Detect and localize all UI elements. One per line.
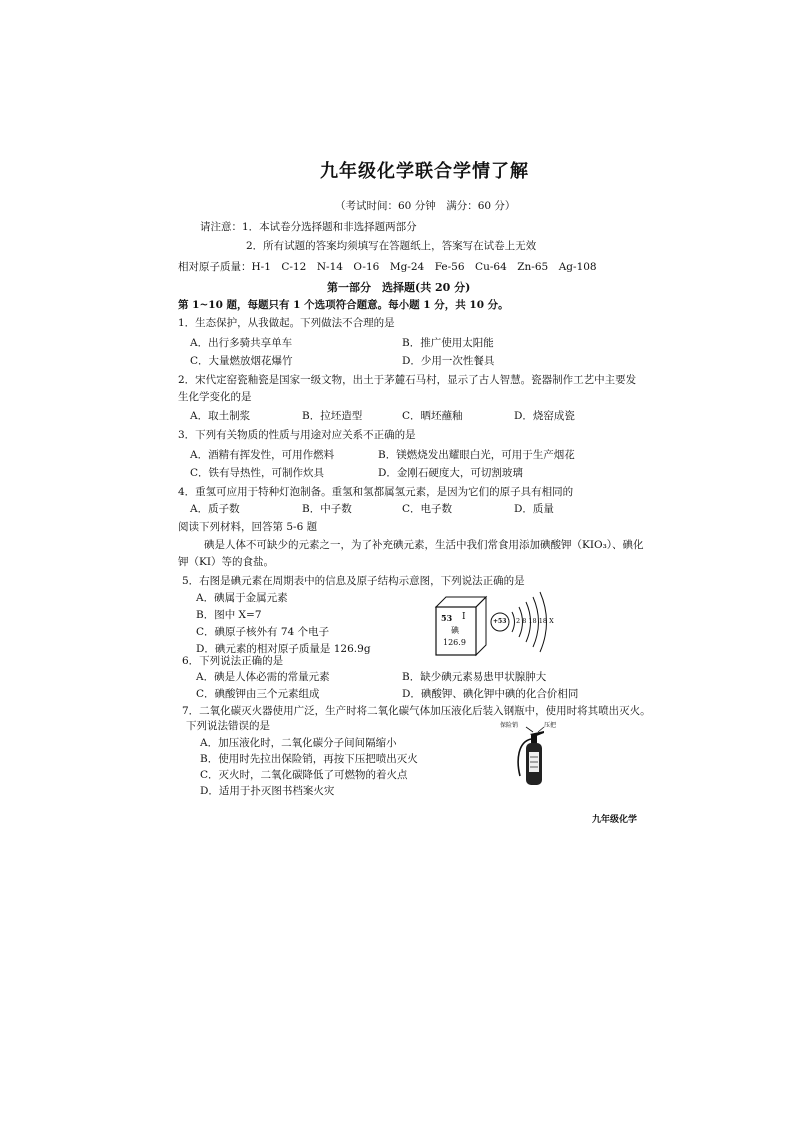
q3-option-a: A．酒精有挥发性，可用作燃料	[190, 449, 335, 461]
reading-intro: 阅读下列材料，回答第 5-6 题	[178, 521, 318, 533]
q6-option-a: A．碘是人体必需的常量元素	[196, 671, 330, 683]
cube-side	[476, 597, 486, 655]
electron-shells: 2 8 18 18 X	[516, 617, 554, 625]
q7-stem-1: 7．二氧化碳灭火器使用广泛，生产时将二氧化碳气体加压液化后装入钢瓶中，使用时将其喷出灭火。	[182, 705, 651, 717]
q6-option-d: D．碘酸钾、碘化钾中碘的化合价相同	[402, 688, 579, 700]
q2-option-b: B．拉坯造型	[302, 410, 363, 422]
q5-option-b: B．图中 X=7	[196, 609, 262, 621]
element-name: 碘	[451, 626, 459, 635]
q1-option-c: C．大量燃放烟花爆竹	[190, 355, 293, 367]
exam-info: （考试时间：60 分钟 满分：60 分）	[335, 200, 516, 212]
q5-option-c: C．碘原子核外有 74 个电子	[196, 626, 330, 638]
label-handle: 压把	[544, 722, 557, 729]
q6-option-c: C．碘酸钾由三个元素组成	[196, 688, 320, 700]
footer-label: 九年级化学	[592, 815, 638, 825]
extinguisher-svg	[500, 720, 570, 790]
q1-option-b: B．推广使用太阳能	[402, 337, 494, 349]
q6-option-b: B．缺少碘元素易患甲状腺肿大	[402, 671, 547, 683]
q2-stem-1: 2．宋代定窑瓷釉瓷是国家一级文物，出土于茅麓石马村，显示了古人智慧。瓷器制作工艺中主要发	[178, 374, 637, 386]
q2-stem-2: 生化学变化的是	[178, 391, 252, 403]
q1-stem: 1．生态保护，从我做起。下列做法不合理的是	[178, 317, 395, 329]
element-symbol: I	[462, 612, 466, 622]
section-title: 第一部分 选择题(共 20 分)	[327, 281, 471, 294]
atomic-number: 53	[441, 613, 453, 623]
extinguisher-valve	[531, 735, 537, 743]
q7-option-a: A．加压液化时，二氧化碳分子间间隔缩小	[200, 737, 397, 749]
atomic-mass-value: 126.9	[443, 638, 466, 647]
q5-option-d: D．碘元素的相对原子质量是 126.9g	[196, 643, 371, 655]
label-safety-pin: 保险销	[500, 722, 519, 729]
q4-option-d: D．质量	[514, 503, 554, 515]
q5-option-a: A．碘属于金属元素	[196, 592, 288, 604]
cube-top	[436, 597, 486, 607]
nucleus-charge: +53	[493, 618, 507, 625]
section-instruction: 第 1~10 题，每题只有 1 个选项符合题意。每小题 1 分，共 10 分。	[178, 299, 509, 311]
q4-option-a: A．质子数	[190, 503, 240, 515]
q1-option-d: D．少用一次性餐具	[402, 355, 495, 367]
q3-option-c: C．铁有导热性，可制作炊具	[190, 467, 325, 479]
q2-option-d: D．烧窑成瓷	[514, 410, 575, 422]
q3-option-d: D．金刚石硬度大，可切割玻璃	[378, 467, 523, 479]
shell-arc-1	[512, 612, 515, 632]
q7-option-d: D．适用于扑灭图书档案火灾	[200, 785, 335, 797]
q4-stem: 4．重氢可应用于特种灯泡制备。重氢和氢都属氢元素，是因为它们的原子具有相同的	[178, 486, 574, 498]
q4-option-b: B．中子数	[302, 503, 352, 515]
q1-option-a: A．出行多骑共享单车	[190, 337, 293, 349]
reading-text-1: 碘是人体不可缺少的元素之一，为了补充碘元素，生活中我们常食用添加碘酸钾（KIO₃）、碘化	[204, 539, 644, 551]
q2-option-a: A．取土制浆	[190, 410, 251, 422]
notice-2: 2．所有试题的答案均须填写在答题纸上，答案写在试卷上无效	[246, 240, 537, 252]
q3-option-b: B．镁燃烧发出耀眼白光，可用于生产烟花	[378, 449, 575, 461]
page-title: 九年级化学联合学情了解	[320, 161, 529, 182]
q7-option-c: C．灭火时，二氧化碳降低了可燃物的着火点	[200, 769, 408, 781]
q2-option-c: C．晒坯蘸釉	[402, 410, 463, 422]
q4-option-c: C．电子数	[402, 503, 453, 515]
q3-stem: 3．下列有关物质的性质与用途对应关系不正确的是	[178, 429, 416, 441]
q7-option-b: B．使用时先拉出保险销，再按下压把喷出灭火	[200, 753, 418, 765]
q6-stem: 6．下列说法正确的是	[182, 655, 284, 667]
reading-text-2: 钾（KI）等的食盐。	[178, 556, 274, 568]
notice-1: 请注意：1．本试卷分选择题和非选择题两部分	[200, 221, 417, 233]
iodine-figure	[432, 585, 562, 660]
extinguisher-figure	[500, 720, 570, 790]
q7-stem-2: 下列说法错误的是	[186, 720, 270, 732]
atomic-mass: 相对原子质量：H-1 C-12 N-14 O-16 Mg-24 Fe-56 Cu-64 Zn-65 Ag-108	[178, 261, 597, 273]
q5-stem: 5．右图是碘元素在周期表中的信息及原子结构示意图，下列说法正确的是	[182, 575, 525, 587]
pin-pointer	[526, 727, 533, 732]
